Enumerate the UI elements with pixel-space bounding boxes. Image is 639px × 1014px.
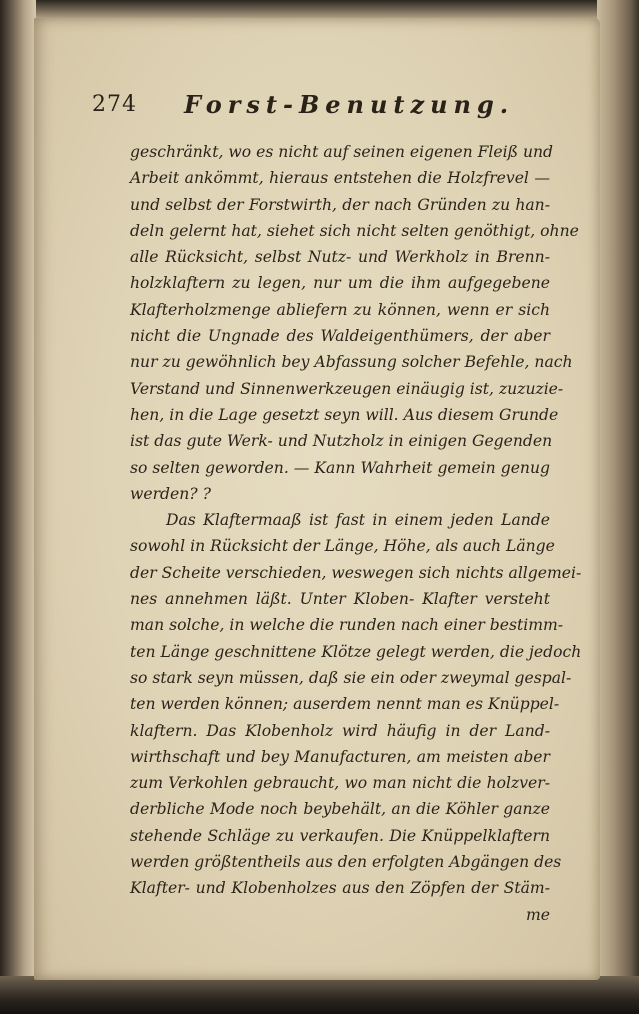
book-fore-edge — [597, 0, 639, 1014]
text-line: Das Klaftermaaß ist fast in einem jeden Lande — [166, 511, 550, 530]
text-line: man solche, in welche die runden nach einer bestimm- — [130, 616, 564, 635]
catchword: me — [525, 905, 550, 924]
text-line: deln gelernt hat, siehet sich nicht selten genöthigt, ohne — [130, 221, 579, 240]
text-line: hen, in die Lage gesetzt seyn will. Aus diesem Grunde — [130, 405, 559, 424]
text-line: wirthschaft und bey Manufacturen, am meisten aber — [130, 747, 550, 766]
text-line: so stark seyn müssen, daß sie ein oder zweymal gespal- — [130, 668, 572, 687]
text-line: zum Verkohlen gebraucht, wo man nicht die holzver- — [130, 774, 550, 793]
text-line: geschränkt, wo es nicht auf seinen eigenen Fleiß und — [130, 143, 554, 161]
body-text — [130, 139, 582, 928]
text-line: nicht die Ungnade des Waldeigenthümers, der aber — [130, 327, 550, 346]
text-line: alle Rücksicht, selbst Nutz- und Werkholz in Brenn- — [130, 248, 550, 267]
text-line: sowohl in Rücksicht der Länge, Höhe, als auch Länge — [130, 537, 555, 556]
text-line: Klafterholzmenge abliefern zu können, wenn er sich — [130, 300, 550, 319]
text-line: werden? ? — [130, 484, 211, 503]
running-title: Forst-Benutzung. — [184, 90, 515, 119]
text-line: holzklaftern zu legen, nur um die ihm aufgegebene — [130, 274, 550, 293]
text-line: Klafter- und Klobenholzes aus den Zöpfen der Stäm- — [130, 879, 550, 898]
text-line: ten werden können; auserdem nennt man es Knüppel- — [130, 695, 560, 714]
text-line: werden größtentheils aus den erfolgten Abgängen des — [130, 853, 562, 872]
scan-bottom-shadow — [0, 976, 639, 1014]
text-line: Arbeit ankömmt, hieraus entstehen die Holzfrevel — — [130, 169, 550, 188]
text-line: klaftern. Das Klobenholz wird häufig in der Land- — [130, 721, 550, 740]
text-line: ten Länge geschnittene Klötze gelegt werden, die jedoch — [130, 642, 582, 661]
text-line: ist das gute Werk- und Nutzholz in einigen Gegenden — [130, 432, 553, 451]
text-line: nes annehmen läßt. Unter Kloben- Klafter versteht — [130, 590, 550, 609]
text-line: derbliche Mode noch beybehält, an die Köhler ganze — [130, 800, 550, 819]
book-spine-edge — [0, 0, 36, 1014]
page-number: 274 — [92, 92, 137, 117]
text-line: nur zu gewöhnlich bey Abfassung solcher Befehle, nach — [130, 353, 573, 372]
text-line: stehende Schläge zu verkaufen. Die Knüppelklaftern — [130, 826, 550, 845]
page-header — [92, 92, 532, 126]
text-line: der Scheite verschieden, weswegen sich nichts allgemei- — [130, 563, 582, 582]
text-line: Verstand und Sinnenwerkzeugen einäugig ist, zuzuzie- — [130, 379, 564, 398]
text-line: so selten geworden. — Kann Wahrheit gemein genug — [130, 458, 550, 477]
text-line: und selbst der Forstwirth, der nach Gründen zu han- — [130, 195, 550, 214]
